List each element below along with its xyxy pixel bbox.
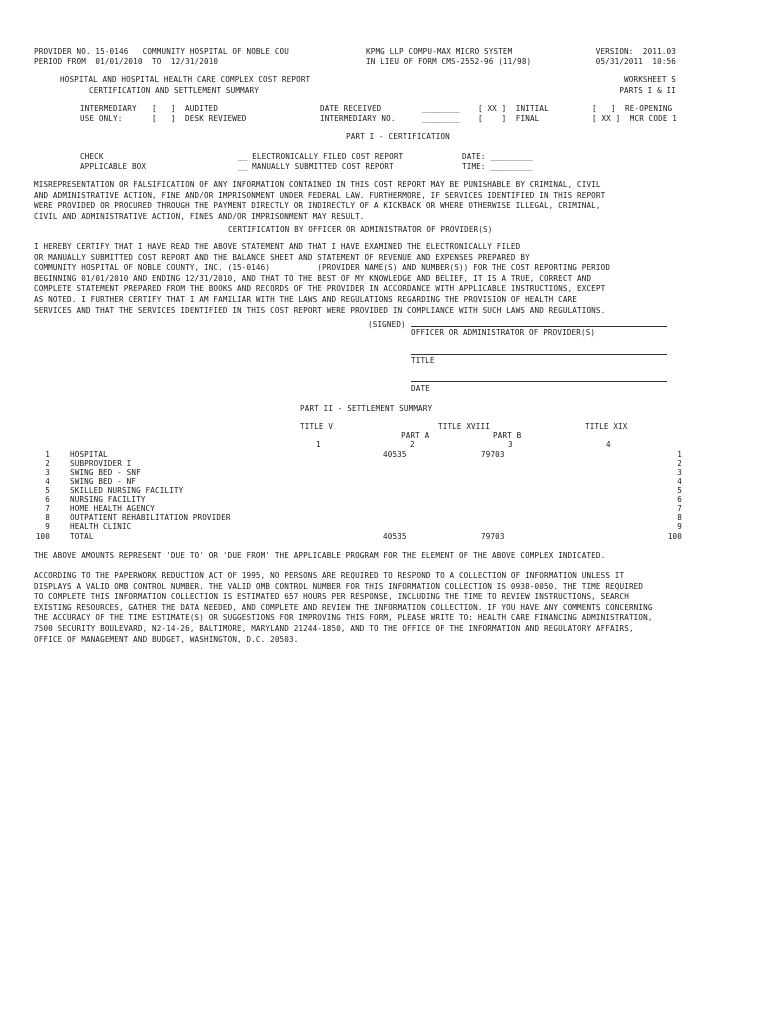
row-end-number: 7: [677, 504, 682, 513]
row-line-number: 100: [35, 532, 50, 541]
mcr-code-checkbox: [ XX ] MCR CODE 1: [592, 114, 677, 123]
col-num-2: 2: [410, 440, 415, 449]
row-end-number: 5: [677, 486, 682, 495]
intermediary-no-label: INTERMEDIARY NO.: [320, 114, 396, 123]
row-line-number: 3: [45, 468, 50, 477]
signature-line: [411, 326, 667, 327]
row-end-number: 1: [677, 450, 682, 459]
date-label: DATE: [411, 384, 430, 393]
row-part-b-value: 79703: [481, 532, 505, 541]
row-label: SUBPROVIDER I: [70, 459, 132, 468]
parts-label: PARTS I & II: [619, 86, 676, 95]
final-checkbox: [ ] FINAL: [478, 114, 540, 123]
certification-title: CERTIFICATION BY OFFICER OR ADMINISTRATOR OF PROVIDER(S): [228, 225, 493, 234]
date-line: [411, 381, 667, 382]
report-title: HOSPITAL AND HOSPITAL HEALTH CARE COMPLEX COST REPORT: [60, 75, 311, 84]
date-field: DATE: _________: [462, 152, 533, 161]
system-line: KPMG LLP COMPU-MAX MICRO SYSTEM: [366, 47, 513, 56]
electronic-option: __ ELECTRONICALLY FILED COST REPORT: [238, 152, 404, 161]
row-line-number: 7: [45, 504, 50, 513]
reopening-checkbox: [ ] RE-OPENING: [592, 104, 673, 113]
col-num-1: 1: [316, 440, 321, 449]
row-line-number: 2: [45, 459, 50, 468]
col-num-4: 4: [606, 440, 611, 449]
col-title-xix: TITLE XIX: [585, 422, 628, 431]
worksheet-label: WORKSHEET S: [624, 75, 676, 84]
row-end-number: 8: [677, 513, 682, 522]
row-label: SWING BED - NF: [70, 477, 137, 486]
officer-label: OFFICER OR ADMINISTRATOR OF PROVIDER(S): [411, 328, 596, 337]
row-part-a-value: 40535: [383, 450, 407, 459]
col-title-xviii: TITLE XVIII: [438, 422, 490, 431]
row-line-number: 9: [45, 522, 50, 531]
col-part-a: PART A: [401, 431, 430, 440]
timestamp-line: 05/31/2011 10:56: [595, 57, 676, 66]
time-field: TIME: _________: [462, 162, 533, 171]
row-label: SWING BED - SNF: [70, 468, 141, 477]
row-label: NURSING FACILITY: [70, 495, 146, 504]
row-end-number: 2: [677, 459, 682, 468]
manual-option: __ MANUALLY SUBMITTED COST REPORT: [238, 162, 394, 171]
row-end-number: 4: [677, 477, 682, 486]
period-line: PERIOD FROM 01/01/2010 TO 12/31/2010: [34, 57, 219, 66]
row-end-number: 9: [677, 522, 682, 531]
row-label: HEALTH CLINIC: [70, 522, 132, 531]
applicable-box-label: APPLICABLE BOX: [80, 162, 147, 171]
row-label: SKILLED NURSING FACILITY: [70, 486, 184, 495]
row-line-number: 8: [45, 513, 50, 522]
title-label: TITLE: [411, 356, 435, 365]
part1-title: PART I - CERTIFICATION: [346, 132, 450, 141]
row-line-number: 1: [45, 450, 50, 459]
intermediary-no-blank: ________: [422, 114, 460, 123]
row-line-number: 5: [45, 486, 50, 495]
row-label: HOSPITAL: [70, 450, 108, 459]
initial-checkbox: [ XX ] INITIAL: [478, 104, 549, 113]
row-line-number: 6: [45, 495, 50, 504]
title-line: [411, 354, 667, 355]
col-part-b: PART B: [493, 431, 522, 440]
row-line-number: 4: [45, 477, 50, 486]
row-part-b-value: 79703: [481, 450, 505, 459]
version-line: VERSION: 2011.03: [595, 47, 676, 56]
row-end-number: 3: [677, 468, 682, 477]
desk-reviewed-checkbox: [ ] DESK REVIEWED: [152, 114, 247, 123]
date-received-blank: ________: [422, 104, 460, 113]
use-only-label: USE ONLY:: [80, 114, 123, 123]
row-part-a-value: 40535: [383, 532, 407, 541]
audited-checkbox: [ ] AUDITED: [152, 104, 219, 113]
col-title-v: TITLE V: [300, 422, 334, 431]
report-subtitle: CERTIFICATION AND SETTLEMENT SUMMARY: [89, 86, 259, 95]
misrepresentation-warning: MISREPRESENTATION OR FALSIFICATION OF ANY INFORMATION CONTAINED IN THIS COST REPORT MAY BE PUNISHABLE BY CRIMINAL, CIVIL AND ADMINISTRATIVE ACTION, FINE AND/OR IMPRISONMENT UNDER FEDERAL LAW. FURTHERMORE, IF SERVICES IDENTIFIED IN THIS REPORT WERE PROVIDED OR PROCURED THROUGH THE PAYMENT DIRECTLY OR INDIRECTLY OF A KICKBACK OR WHERE OTHERWISE ILLEGAL, CRIMINAL, CIVIL AND ADMINISTRATIVE ACTION, FINES AND/OR IMPRISONMENT MAY RESULT.: [34, 180, 606, 221]
row-label: OUTPATIENT REHABILITATION PROVIDER: [70, 513, 231, 522]
row-label: HOME HEALTH AGENCY: [70, 504, 155, 513]
intermediary-label: INTERMEDIARY: [80, 104, 137, 113]
date-received-label: DATE RECEIVED: [320, 104, 382, 113]
paperwork-reduction-notice: ACCORDING TO THE PAPERWORK REDUCTION ACT OF 1995, NO PERSONS ARE REQUIRED TO RESPOND TO A COLLECTION OF INFORMATION UNLESS IT DISPLAYS A VALID OMB CONTROL NUMBER. THE VALID OMB CONTROL NUMBER FOR THIS INFORMATION COLLECTION IS 0938-0050. THE TIME REQUIRED TO COMPLETE THIS INFORMATION COLLECTION IS ESTIMATED 657 HOURS PER RESPONSE, INCLUDING THE TIME TO REVIEW INSTRUCTIONS, SEARCH EXISTING RESOURCES, GATHER THE DATA NEEDED, AND COMPLETE AND REVIEW THE INFORMATION COLLECTION. IF YOU HAVE ANY COMMENTS CONCERNING THE ACCURACY OF THE TIME ESTIMATE(S) OR SUGGESTIONS FOR IMPROVING THIS FORM, PLEASE WRITE TO: HEALTH CARE FINANCING ADMINISTRATION, 7500 SECURITY BOULEVARD, N2-14-26, BALTIMORE, MARYLAND 21244-1850, AND TO THE OFFICE OF THE INFORMATION AND REGULATORY AFFAIRS, OFFICE OF MANAGEMENT AND BUDGET, WASHINGTON, D.C. 20503.: [34, 571, 653, 644]
row-end-number: 6: [677, 495, 682, 504]
certification-statement: I HEREBY CERTIFY THAT I HAVE READ THE ABOVE STATEMENT AND THAT I HAVE EXAMINED THE ELECTRONICALLY FILED OR MANUALLY SUBMITTED COST REPORT AND THE BALANCE SHEET AND STATEMENT OF REVENUE AND EXPENSES PREPARED BY COMMUNITY HOSPITAL OF NOBLE COUNTY, INC. (15-0146) (PROVIDER NAME(S) AND NUMBER(S)) FOR THE COST REPORTING PERIOD BEGINNING 01/01/2010 AND ENDING 12/31/2010, AND THAT TO THE BEST OF MY KNOWLEDGE AND BELIEF, IT IS A TRUE, CORRECT AND COMPLETE STATEMENT PREPARED FROM THE BOOKS AND RECORDS OF THE PROVIDER IN ACCORDANCE WITH APPLICABLE INSTRUCTIONS, EXCEPT AS NOTED. I FURTHER CERTIFY THAT I AM FAMILIAR WITH THE LAWS AND REGULATIONS REGARDING THE PROVISION OF HEALTH CARE SERVICES AND THAT THE SERVICES IDENTIFIED IN THIS COST REPORT WERE PROVIDED IN COMPLIANCE WITH SUCH LAWS AND REGULATIONS.: [34, 242, 611, 315]
signed-label: (SIGNED): [368, 320, 406, 329]
check-label: CHECK: [80, 152, 104, 161]
due-to-note: THE ABOVE AMOUNTS REPRESENT 'DUE TO' OR 'DUE FROM' THE APPLICABLE PROGRAM FOR THE ELEMENT OF THE ABOVE COMPLEX INDICATED.: [34, 551, 606, 560]
row-label: TOTAL: [70, 532, 94, 541]
form-line: IN LIEU OF FORM CMS-2552-96 (11/98): [366, 57, 532, 66]
col-num-3: 3: [508, 440, 513, 449]
provider-line: PROVIDER NO. 15-0146 COMMUNITY HOSPITAL OF NOBLE COU: [34, 47, 289, 56]
part2-title: PART II - SETTLEMENT SUMMARY: [300, 404, 433, 413]
row-end-number: 100: [667, 532, 682, 541]
